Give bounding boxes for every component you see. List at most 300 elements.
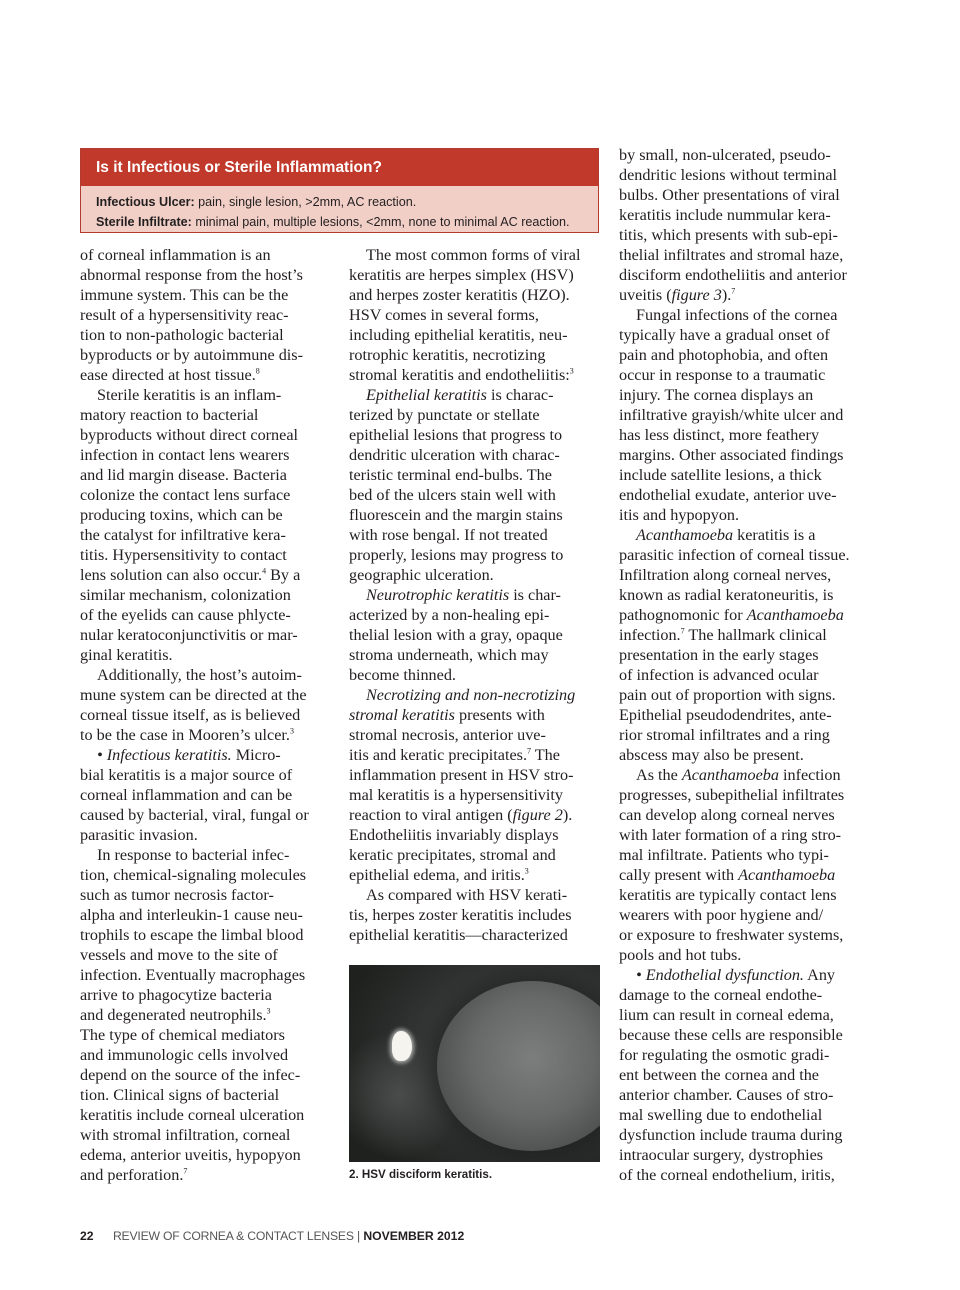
text-line [349, 505, 605, 525]
text-line [619, 1005, 881, 1025]
line-text: margins. Other associated findings [619, 446, 844, 464]
line-text: bulbs. Other presentations of viral [619, 186, 840, 204]
text-line [80, 585, 342, 605]
text-line [619, 205, 881, 225]
text-line [349, 645, 605, 665]
line-text: and herpes zoster keratitis (HZO). [349, 286, 570, 304]
text-line [349, 245, 605, 265]
column-1 [80, 245, 342, 1185]
line-text: and lid margin disease. Bacteria [80, 466, 287, 484]
line-after: The [531, 746, 560, 764]
journal-name: REVIEW OF CORNEA & CONTACT LENSES | [112, 1229, 360, 1243]
text-line [80, 765, 342, 785]
text-line [80, 365, 342, 385]
text-line [619, 745, 881, 765]
line-text: to be the case in Mooren’s ulcer. [80, 726, 290, 744]
line-text: The most common forms of viral [366, 246, 581, 264]
line-text: trophils to escape the limbal blood [80, 926, 304, 944]
text-line [619, 365, 881, 385]
text-line [80, 1165, 342, 1185]
text-line [349, 365, 605, 385]
text-line [349, 485, 605, 505]
line-text: such as tumor necrosis factor- [80, 886, 274, 904]
text-line [80, 465, 342, 485]
line-text: thelial lesion with a gray, opaque [349, 626, 563, 644]
text-line [619, 1165, 881, 1185]
text-line [80, 665, 342, 685]
text-line [80, 405, 342, 425]
line-italic: • Infectious keratitis. [97, 746, 232, 764]
line-text: tion, chemical-signaling molecules [80, 866, 307, 884]
text-line [619, 925, 881, 945]
text-line [619, 565, 881, 585]
column-3 [619, 145, 881, 1185]
sidebar-row-text: pain, single lesion, >2mm, AC reaction. [194, 195, 417, 209]
text-line [619, 1065, 881, 1085]
text-line [80, 1105, 342, 1125]
line-text: injury. The cornea displays an [619, 386, 814, 404]
line-text: pathognomonic for [619, 606, 747, 624]
text-line [619, 465, 881, 485]
line-text: mal swelling due to endothelial [619, 1106, 823, 1124]
text-line [349, 325, 605, 345]
text-line [619, 185, 881, 205]
line-text: the catalyst for infiltrative kera- [80, 526, 286, 544]
text-line [349, 785, 605, 805]
text-line [80, 885, 342, 905]
sidebar-body [81, 186, 598, 232]
line-text: teristic terminal end-bulbs. The [349, 466, 552, 484]
line-text: infection in contact lens wearers [80, 446, 290, 464]
page-footer [80, 1229, 464, 1243]
text-line [80, 245, 342, 265]
line-text: of infection is advanced ocular [619, 666, 819, 684]
citation: 4 [262, 566, 267, 576]
line-text: dendritic lesions without terminal [619, 166, 838, 184]
line-after: is char- [509, 586, 561, 604]
line-text: for regulating the osmotic gradi- [619, 1046, 830, 1064]
line-text: including epithelial keratitis, neu- [349, 326, 568, 344]
figure-caption: 2. HSV disciform keratitis. [349, 1168, 493, 1181]
line-italic: figure 3 [671, 286, 722, 304]
sidebar-row-infectious [96, 192, 598, 212]
text-line [80, 545, 342, 565]
text-line [80, 925, 342, 945]
line-text: uveitis ( [619, 286, 672, 304]
line-text: Infiltration along corneal nerves, [619, 566, 832, 584]
line-text: ent between the cornea and the [619, 1066, 819, 1084]
line-text: bial keratitis is a major source of [80, 766, 293, 784]
text-line [619, 905, 881, 925]
line-text: arrive to phagocytize bacteria [80, 986, 272, 1004]
text-line [349, 405, 605, 425]
text-line [80, 1125, 342, 1145]
line-text: As the [636, 766, 682, 784]
line-italic: figure 2 [512, 806, 563, 824]
text-line [349, 905, 605, 925]
line-italic: Acanthamoeba [738, 866, 836, 884]
line-text: stroma underneath, which may [349, 646, 549, 664]
text-line [619, 305, 881, 325]
figure-image [349, 965, 600, 1162]
text-line [619, 865, 881, 885]
citation: 7 [527, 746, 531, 756]
text-line [80, 985, 342, 1005]
text-line [80, 485, 342, 505]
citation: 7 [731, 286, 736, 296]
text-line [80, 425, 342, 445]
text-line [619, 1085, 881, 1105]
line-text: result of a hypersensitivity reac- [80, 306, 289, 324]
text-line [619, 1105, 881, 1125]
text-line [349, 305, 605, 325]
line-text: keratitis include corneal ulceration [80, 1106, 305, 1124]
line-text: infection. [619, 626, 681, 644]
text-line [619, 545, 881, 565]
line-text: can develop along corneal nerves [619, 806, 835, 824]
text-line [349, 345, 605, 365]
line-text: infection. Eventually macrophages [80, 966, 306, 984]
text-line [619, 345, 881, 365]
light-reflex [392, 1031, 412, 1061]
line-text: progresses, subepithelial infiltrates [619, 786, 845, 804]
line-text: byproducts without direct corneal [80, 426, 299, 444]
text-line [349, 885, 605, 905]
line-text: or exposure to freshwater systems, [619, 926, 844, 944]
line-text: with rose bengal. If not treated [349, 526, 548, 544]
line-text: mal keratitis is a hypersensitivity [349, 786, 563, 804]
text-line [349, 525, 605, 545]
line-italic: • Endothelial dysfunction. [636, 966, 804, 984]
line-text: depend on the source of the infec- [80, 1066, 301, 1084]
line-text: ease directed at host tissue. [80, 366, 256, 384]
line-text: and degenerated neutrophils. [80, 1006, 267, 1024]
text-line [619, 705, 881, 725]
citation: 3 [266, 1006, 271, 1016]
text-line [349, 845, 605, 865]
text-line [349, 685, 605, 705]
text-line [349, 285, 605, 305]
text-line [619, 825, 881, 845]
issue-date: NOVEMBER 2012 [363, 1229, 465, 1243]
line-text: edema, anterior uveitis, hypopyon [80, 1146, 301, 1164]
line-text: titis. Hypersensitivity to contact [80, 546, 287, 564]
line-text: intraocular surgery, dystrophies [619, 1146, 824, 1164]
line-text: and perforation. [80, 1166, 184, 1184]
text-line [80, 965, 342, 985]
line-text: keratitis are typically contact lens [619, 886, 837, 904]
text-line [349, 465, 605, 485]
text-line [349, 805, 605, 825]
line-text: producing toxins, which can be [80, 506, 283, 524]
text-line [619, 285, 881, 305]
line-text: stromal necrosis, anterior uve- [349, 726, 546, 744]
line-text: ginal keratitis. [80, 646, 173, 664]
line-text: epithelial keratitis—characterized [349, 926, 568, 944]
line-text: damage to the corneal endothe- [619, 986, 823, 1004]
text-line [349, 865, 605, 885]
line-text: cally present with [619, 866, 739, 884]
line-text: similar mechanism, colonization [80, 586, 291, 604]
line-italic: Acanthamoeba [636, 526, 734, 544]
text-line [80, 385, 342, 405]
line-text: itis and keratic precipitates. [349, 746, 527, 764]
line-text: thelial infiltrates and stromal haze, [619, 246, 844, 264]
line-text: known as radial keratoneuritis, is [619, 586, 834, 604]
text-line [619, 145, 881, 165]
line-after: is charac- [486, 386, 554, 404]
line-text: As compared with HSV kerati- [366, 886, 568, 904]
sidebar-box [80, 148, 599, 233]
text-line [80, 805, 342, 825]
line-text: infiltrative grayish/white ulcer and [619, 406, 844, 424]
text-line [619, 525, 881, 545]
text-line [80, 945, 342, 965]
line-text: properly, lesions may progress to [349, 546, 564, 564]
citation: 3 [569, 366, 574, 376]
line-text: tion to non-pathologic bacterial [80, 326, 284, 344]
text-line [349, 445, 605, 465]
line-after: The hallmark clinical [684, 626, 827, 644]
line-text: geographic ulceration. [349, 566, 494, 584]
line-text: colonize the contact lens surface [80, 486, 291, 504]
line-text: and immunologic cells involved [80, 1046, 289, 1064]
line-text: disciform endotheliitis and anterior [619, 266, 847, 284]
line-text: corneal inflammation and can be [80, 786, 293, 804]
text-line [619, 1025, 881, 1045]
text-line [349, 625, 605, 645]
text-line [80, 1145, 342, 1165]
line-text: corneal tissue itself, as is believed [80, 706, 301, 724]
text-line [349, 565, 605, 585]
line-text: mune system can be directed at the [80, 686, 307, 704]
line-text: abnormal response from the host’s [80, 266, 303, 284]
text-line [619, 225, 881, 245]
line-text: mal infiltrate. Patients who typi- [619, 846, 829, 864]
line-text: Epithelial pseudodendrites, ante- [619, 706, 832, 724]
line-after: Any [803, 966, 836, 984]
line-text: parasitic invasion. [80, 826, 198, 844]
line-text: has less distinct, more feathery [619, 426, 820, 444]
text-line [619, 965, 881, 985]
text-line [80, 645, 342, 665]
line-text: include satellite lesions, a thick [619, 466, 822, 484]
text-line [349, 545, 605, 565]
text-line [80, 865, 342, 885]
sidebar-row-label: Sterile Infiltrate: [96, 215, 192, 229]
text-line [80, 1085, 342, 1105]
line-text: reaction to viral antigen ( [349, 806, 513, 824]
text-line [349, 265, 605, 285]
text-line [619, 785, 881, 805]
citation: 7 [183, 1166, 188, 1176]
line-text: matory reaction to bacterial [80, 406, 259, 424]
line-text: The type of chemical mediators [80, 1026, 285, 1044]
text-line [80, 305, 342, 325]
line-text: of the corneal endothelium, iritis, [619, 1166, 835, 1184]
line-text: wearers with poor hygiene and/ [619, 906, 824, 924]
line-text: tion. Clinical signs of bacterial [80, 1086, 280, 1104]
line-text: pools and hot tubs. [619, 946, 742, 964]
line-after: ). [562, 806, 573, 824]
line-text: of the eyelids can cause phlycte- [80, 606, 291, 624]
line-text: epithelial edema, and iritis. [349, 866, 525, 884]
text-line [80, 265, 342, 285]
line-text: inflammation present in HSV stro- [349, 766, 574, 784]
line-text: byproducts or by autoimmune dis- [80, 346, 303, 364]
line-italic: stromal keratitis [349, 706, 455, 724]
text-line [80, 345, 342, 365]
sidebar-row-label: Infectious Ulcer: [96, 195, 195, 209]
line-after: keratitis is a [733, 526, 816, 544]
text-line [619, 485, 881, 505]
text-line [619, 645, 881, 665]
line-italic: Epithelial keratitis [366, 386, 487, 404]
line-text: itis and hypopyon. [619, 506, 740, 524]
line-after: By a [266, 566, 301, 584]
text-line [349, 665, 605, 685]
text-line [619, 1145, 881, 1165]
text-line [619, 605, 881, 625]
sidebar-row-text: minimal pain, multiple lesions, <2mm, none to minimal AC reaction. [191, 215, 570, 229]
text-line [619, 985, 881, 1005]
line-text: alpha and interleukin-1 cause neu- [80, 906, 303, 924]
text-line [619, 445, 881, 465]
text-line [349, 425, 605, 445]
line-text: caused by bacterial, viral, fungal or [80, 806, 309, 824]
line-text: become thinned. [349, 666, 456, 684]
column-2 [349, 245, 605, 945]
text-line [619, 945, 881, 965]
text-line [349, 585, 605, 605]
line-text: pain and photophobia, and often [619, 346, 829, 364]
text-line [619, 245, 881, 265]
line-text: tis, herpes zoster keratitis includes [349, 906, 572, 924]
text-line [619, 505, 881, 525]
text-line [619, 665, 881, 685]
page-number: 22 [80, 1229, 94, 1243]
line-text: keratitis are herpes simplex (HSV) [349, 266, 574, 284]
line-text: anterior chamber. Causes of stro- [619, 1086, 834, 1104]
text-line [80, 785, 342, 805]
line-text: because these cells are responsible [619, 1026, 843, 1044]
text-line [619, 1125, 881, 1145]
text-line [349, 745, 605, 765]
text-line [80, 905, 342, 925]
text-line [349, 725, 605, 745]
line-after: ). [721, 286, 732, 304]
line-text: Sterile keratitis is an inflam- [97, 386, 282, 404]
line-after: presents with [454, 706, 545, 724]
line-text: dysfunction include trauma during [619, 1126, 843, 1144]
line-text: fluorescein and the margin stains [349, 506, 563, 524]
line-text: HSV comes in several forms, [349, 306, 539, 324]
line-text: lium can result in corneal edema, [619, 1006, 834, 1024]
text-line [619, 805, 881, 825]
text-line [80, 625, 342, 645]
text-line [80, 525, 342, 545]
line-text: immune system. This can be the [80, 286, 289, 304]
line-text: keratic precipitates, stromal and [349, 846, 556, 864]
line-text: vessels and move to the site of [80, 946, 278, 964]
line-text: presentation in the early stages [619, 646, 819, 664]
text-line [80, 1065, 342, 1085]
text-line [619, 765, 881, 785]
line-text: Fungal infections of the cornea [636, 306, 838, 324]
line-text: Endotheliitis invariably displays [349, 826, 559, 844]
line-text: bed of the ulcers stain well with [349, 486, 556, 504]
line-italic: Necrotizing and non-necrotizing [366, 686, 576, 704]
text-line [80, 705, 342, 725]
text-line [349, 385, 605, 405]
line-text: endothelial exudate, anterior uve- [619, 486, 837, 504]
text-line [80, 745, 342, 765]
line-text: with later formation of a ring stro- [619, 826, 842, 844]
text-line [619, 325, 881, 345]
text-line [619, 585, 881, 605]
line-text: epithelial lesions that progress to [349, 426, 563, 444]
text-line [80, 605, 342, 625]
line-text: stromal keratitis and endotheliitis: [349, 366, 570, 384]
line-text: by small, non-ulcerated, pseudo- [619, 146, 831, 164]
text-line [80, 685, 342, 705]
text-line [619, 725, 881, 745]
citation: 8 [255, 366, 260, 376]
line-text: pain out of proportion with signs. [619, 686, 836, 704]
text-line [619, 625, 881, 645]
line-after: Micro- [231, 746, 281, 764]
text-line [619, 405, 881, 425]
text-line [619, 265, 881, 285]
citation: 3 [289, 726, 294, 736]
citation: 3 [524, 866, 529, 876]
text-line [80, 565, 342, 585]
text-line [349, 925, 605, 945]
line-text: parasitic infection of corneal tissue. [619, 546, 850, 564]
text-line [349, 605, 605, 625]
text-line [619, 1045, 881, 1065]
cornea-image [437, 981, 600, 1151]
text-line [80, 285, 342, 305]
line-italic: Neurotrophic keratitis [366, 586, 510, 604]
line-text: titis, which presents with sub-epi- [619, 226, 838, 244]
line-text: Additionally, the host’s autoim- [97, 666, 302, 684]
line-text: rotrophic keratitis, necrotizing [349, 346, 546, 364]
line-text: of corneal inflammation is an [80, 246, 271, 264]
text-line [349, 705, 605, 725]
text-line [349, 825, 605, 845]
line-text: lens solution can also occur. [80, 566, 263, 584]
line-text: acterized by a non-healing epi- [349, 606, 550, 624]
line-text: dendritic ulceration with charac- [349, 446, 560, 464]
line-text: keratitis include nummular kera- [619, 206, 831, 224]
line-text: In response to bacterial infec- [97, 846, 290, 864]
line-text: typically have a gradual onset of [619, 326, 830, 344]
text-line [80, 725, 342, 745]
line-italic: Acanthamoeba [681, 766, 779, 784]
citation: 7 [680, 626, 685, 636]
line-text: abscess may also be present. [619, 746, 804, 764]
text-line [619, 885, 881, 905]
line-text: nular keratoconjunctivitis or mar- [80, 626, 298, 644]
text-line [80, 1005, 342, 1025]
line-text: terized by punctate or stellate [349, 406, 540, 424]
text-line [80, 845, 342, 865]
line-text: with stromal infiltration, corneal [80, 1126, 291, 1144]
text-line [619, 685, 881, 705]
sidebar-title: Is it Infectious or Sterile Inflammation? [81, 149, 598, 186]
text-line [80, 445, 342, 465]
